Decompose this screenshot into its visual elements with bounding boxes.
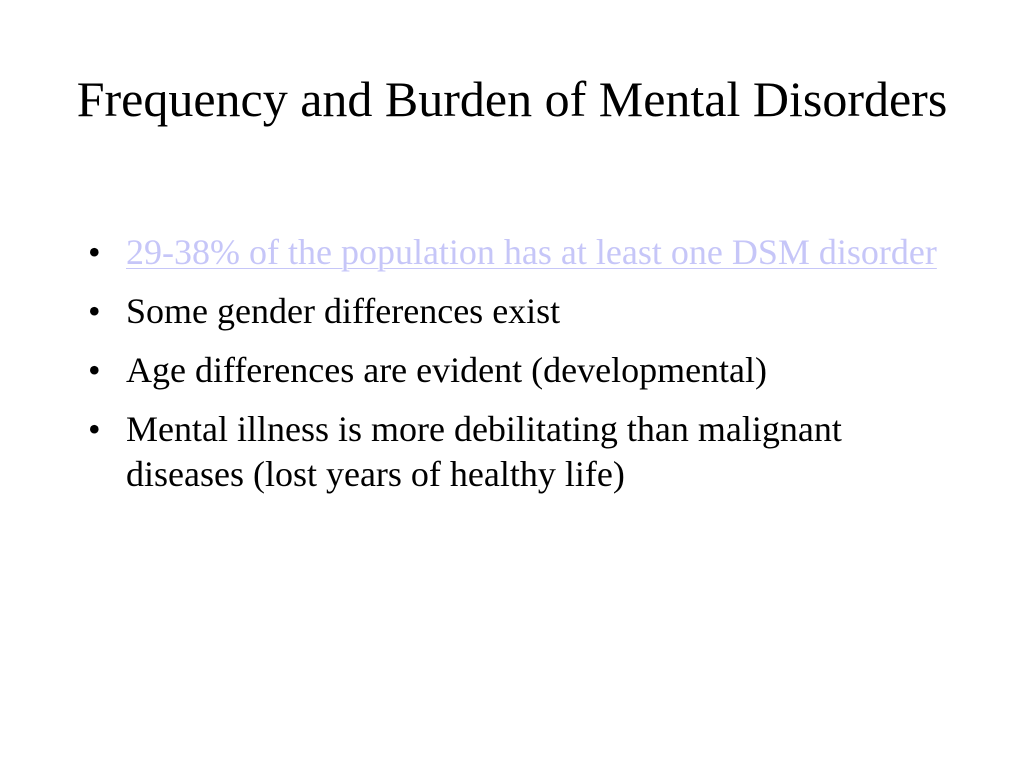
bullet-list [88, 230, 968, 511]
bullet-icon: • [88, 291, 101, 331]
bullet-text: Some gender differences exist [126, 291, 561, 331]
bullet-item-gender [88, 289, 968, 334]
slide-title: Frequency and Burden of Mental Disorders [76, 71, 948, 127]
bullet-icon: • [88, 232, 101, 272]
bullet-text: Age differences are evident (developmental) [126, 350, 768, 390]
dsm-disorder-link[interactable]: 29-38% of the population has at least one DSM disorder [126, 232, 937, 272]
bullet-item-burden [88, 407, 968, 497]
bullet-item-age [88, 348, 968, 393]
bullet-item-population [88, 230, 968, 275]
bullet-icon: • [88, 350, 101, 390]
bullet-text: Mental illness is more debilitating than malignant diseases (lost years of healthy life) [126, 409, 842, 494]
bullet-icon: • [88, 409, 101, 449]
